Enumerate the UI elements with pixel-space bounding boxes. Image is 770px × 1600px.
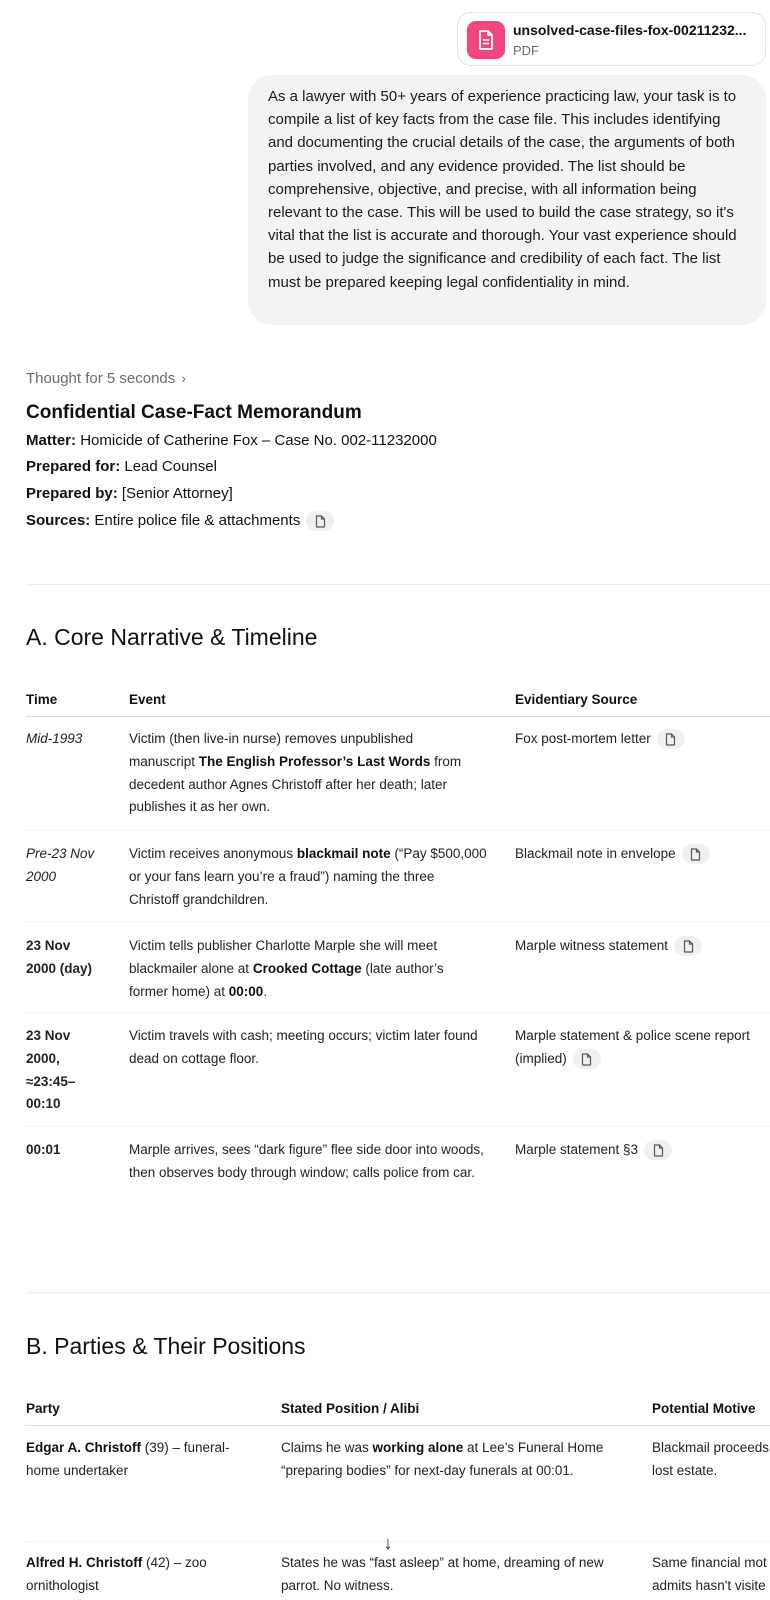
source-label: Fox post-mortem letter <box>515 731 651 746</box>
row-divider <box>26 830 770 831</box>
citation-icon[interactable] <box>682 844 710 864</box>
col-header-motive: Potential Motive <box>652 1401 756 1416</box>
prepared-for-value: Lead Counsel <box>124 458 217 475</box>
user-message: As a lawyer with 50+ years of experience practicing law, your task is to compile a list of key facts from the case file. This includes identifying and documenting the crucial details of the case, the arguments of both parties involved, and any evidence provided. The list should be comprehensive, objective, and precise, with all information being relevant to the case. This will be used to build the case strategy, so it's vital that the list is accurate and thorough. Your vast experience should be used to judge the significance and credibility of each fact. The list must be prepared keeping legal confidentiality in mind. <box>248 75 766 325</box>
document-icon <box>467 21 505 59</box>
source-label: Marple statement & police scene report (implied) <box>515 1028 750 1066</box>
timeline-source <box>515 1025 770 1071</box>
timeline-event: Victim receives anonymous blackmail note (“Pay $500,000 or your fans learn you’re a fraud”) naming the three Christoff grandchildren. <box>129 846 487 907</box>
timeline-event: Victim tells publisher Charlotte Marple she will meet blackmailer alone at Crooked Cottage (late author’s former home) at 00:00. <box>129 938 444 999</box>
section-a-heading: A. Core Narrative & Timeline <box>26 624 318 650</box>
motive-cell: Blackmail proceeds lost estate. <box>652 1440 770 1478</box>
party-cell: Alfred H. Christoff (42) – zoo ornithologist <box>26 1555 207 1593</box>
sources-value: Entire police file & attachments <box>94 511 301 529</box>
motive-cell: Same financial mot admits hasn't visite <box>652 1555 767 1593</box>
source-label: Marple statement §3 <box>515 1142 639 1157</box>
table-header-line <box>26 1425 770 1426</box>
divider <box>26 584 770 585</box>
attachment-card[interactable] <box>457 12 766 66</box>
section-b-heading: B. Parties & Their Positions <box>26 1333 306 1359</box>
memo-matter <box>26 432 437 449</box>
table-header-line <box>26 716 770 717</box>
source-label: Marple witness statement <box>515 938 669 953</box>
source-label: Blackmail note in envelope <box>515 846 676 861</box>
attachment-type: PDF <box>513 43 539 58</box>
timeline-time: 00:01 <box>26 1142 61 1157</box>
scroll-down-button[interactable] <box>373 1528 403 1558</box>
citation-icon[interactable] <box>306 511 334 531</box>
divider <box>26 1292 770 1293</box>
prepared-for-label: Prepared for: <box>26 458 121 475</box>
timeline-source <box>515 1139 770 1162</box>
col-header-source: Evidentiary Source <box>515 692 638 707</box>
arrow-down-icon: ↓ <box>383 1532 393 1553</box>
row-divider <box>26 1126 770 1127</box>
timeline-time: Mid-1993 <box>26 731 83 746</box>
position-cell: Claims he was working alone at Lee’s Funeral Home “preparing bodies” for next-day funerals at 00:01. <box>281 1440 604 1478</box>
row-divider <box>26 1012 770 1013</box>
timeline-event: Victim travels with cash; meeting occurs; victim later found dead on cottage floor. <box>129 1028 478 1066</box>
citation-icon[interactable] <box>657 729 685 749</box>
memo-sources <box>26 511 334 531</box>
memo-prepared-by <box>26 485 233 502</box>
thought-toggle[interactable] <box>26 370 186 387</box>
timeline-source <box>515 843 770 866</box>
timeline-source <box>515 935 770 958</box>
memo-prepared-for <box>26 458 217 475</box>
col-header-event: Event <box>129 692 166 707</box>
chevron-right-icon: › <box>181 370 186 386</box>
thought-label: Thought for 5 seconds <box>26 370 176 387</box>
memo-title: Confidential Case-Fact Memorandum <box>26 402 362 423</box>
prepared-by-label: Prepared by: <box>26 485 118 502</box>
matter-value: Homicide of Catherine Fox – Case No. 002-11232000 <box>80 432 437 449</box>
timeline-time: 23 Nov 2000 (day) <box>26 938 93 976</box>
citation-icon[interactable] <box>644 1140 672 1160</box>
col-header-position: Stated Position / Alibi <box>281 1401 420 1416</box>
attachment-filename: unsolved-case-files-fox-00211232... <box>513 22 747 38</box>
timeline-time: 23 Nov 2000, ≈23:45–00:10 <box>26 1028 76 1112</box>
timeline-time: Pre-23 Nov 2000 <box>26 846 95 884</box>
timeline-event: Marple arrives, sees “dark figure” flee side door into woods, then observes body through window; calls police from car. <box>129 1142 484 1180</box>
timeline-source <box>515 728 770 751</box>
col-header-time: Time <box>26 692 58 707</box>
col-header-party: Party <box>26 1401 60 1416</box>
party-cell: Edgar A. Christoff (39) – funeral-home undertaker <box>26 1440 230 1478</box>
timeline-event: Victim (then live-in nurse) removes unpublished manuscript The English Professor’s Last Words from decedent author Agnes Christoff after her death; later publishes it as her own. <box>129 731 462 815</box>
position-cell: States he was “fast asleep” at home, dreaming of new parrot. No witness. <box>281 1555 604 1593</box>
sources-label: Sources: <box>26 511 91 529</box>
matter-label: Matter: <box>26 432 77 449</box>
citation-icon[interactable] <box>674 936 702 956</box>
row-divider <box>26 921 770 922</box>
prepared-by-value: [Senior Attorney] <box>121 485 233 502</box>
citation-icon[interactable] <box>573 1049 601 1069</box>
